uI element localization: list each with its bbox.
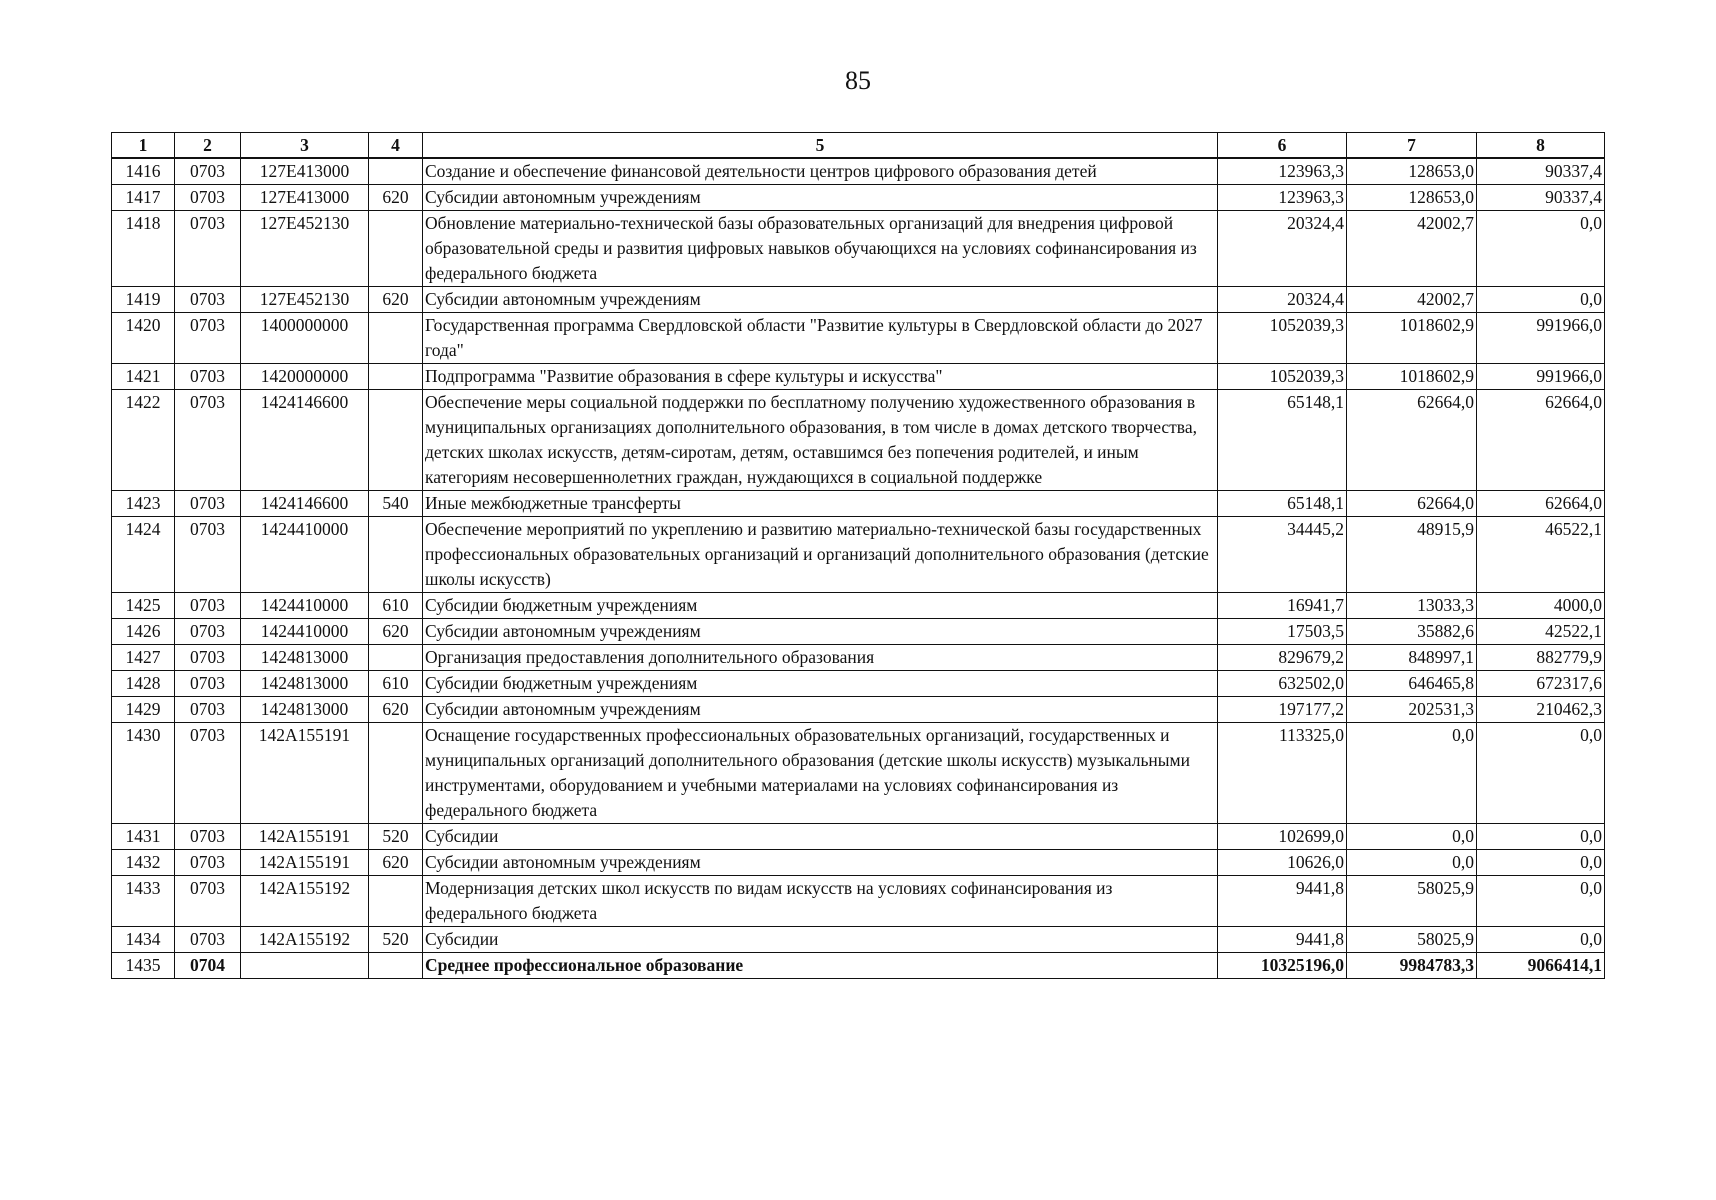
amount-col-6: 9441,8 bbox=[1218, 876, 1347, 927]
row-description: Субсидии автономным учреждениям bbox=[423, 287, 1218, 313]
row-description: Субсидии автономным учреждениям bbox=[423, 850, 1218, 876]
amount-col-6: 10626,0 bbox=[1218, 850, 1347, 876]
amount-col-8: 882779,9 bbox=[1477, 645, 1605, 671]
table-header-row bbox=[112, 133, 1605, 159]
target-article-code: 1424813000 bbox=[241, 697, 369, 723]
row-description: Обеспечение мероприятий по укреплению и развитию материально-технической базы государственных профессиональных образовательных организаций и организаций дополнительного образования (детские школы искусств) bbox=[423, 517, 1218, 593]
amount-col-6: 197177,2 bbox=[1218, 697, 1347, 723]
section-code: 0703 bbox=[175, 364, 241, 390]
row-description: Подпрограмма "Развитие образования в сфере культуры и искусства" bbox=[423, 364, 1218, 390]
expense-type-code bbox=[369, 364, 423, 390]
amount-col-6: 829679,2 bbox=[1218, 645, 1347, 671]
section-code: 0703 bbox=[175, 390, 241, 491]
row-number: 1429 bbox=[112, 697, 175, 723]
section-code: 0704 bbox=[175, 953, 241, 979]
expense-type-code: 540 bbox=[369, 491, 423, 517]
table-row bbox=[112, 697, 1605, 723]
row-number: 1428 bbox=[112, 671, 175, 697]
amount-col-7: 35882,6 bbox=[1347, 619, 1477, 645]
target-article-code: 127E452130 bbox=[241, 287, 369, 313]
table-row bbox=[112, 723, 1605, 824]
amount-col-6: 123963,3 bbox=[1218, 185, 1347, 211]
amount-col-6: 10325196,0 bbox=[1218, 953, 1347, 979]
row-number: 1416 bbox=[112, 158, 175, 185]
column-header-2: 2 bbox=[175, 133, 241, 159]
section-code: 0703 bbox=[175, 619, 241, 645]
expense-type-code: 520 bbox=[369, 824, 423, 850]
column-header-7: 7 bbox=[1347, 133, 1477, 159]
amount-col-6: 65148,1 bbox=[1218, 491, 1347, 517]
target-article-code: 142A155191 bbox=[241, 850, 369, 876]
table-row bbox=[112, 185, 1605, 211]
target-article-code: 1400000000 bbox=[241, 313, 369, 364]
amount-col-7: 1018602,9 bbox=[1347, 364, 1477, 390]
expense-type-code: 620 bbox=[369, 697, 423, 723]
amount-col-6: 17503,5 bbox=[1218, 619, 1347, 645]
table-row bbox=[112, 953, 1605, 979]
section-code: 0703 bbox=[175, 671, 241, 697]
target-article-code: 142A155192 bbox=[241, 927, 369, 953]
row-number: 1431 bbox=[112, 824, 175, 850]
expense-type-code bbox=[369, 876, 423, 927]
amount-col-8: 991966,0 bbox=[1477, 313, 1605, 364]
amount-col-8: 62664,0 bbox=[1477, 491, 1605, 517]
amount-col-7: 202531,3 bbox=[1347, 697, 1477, 723]
target-article-code: 142A155192 bbox=[241, 876, 369, 927]
amount-col-7: 0,0 bbox=[1347, 850, 1477, 876]
amount-col-7: 42002,7 bbox=[1347, 287, 1477, 313]
amount-col-7: 48915,9 bbox=[1347, 517, 1477, 593]
section-code: 0703 bbox=[175, 697, 241, 723]
expense-type-code: 610 bbox=[369, 593, 423, 619]
row-description: Среднее профессиональное образование bbox=[423, 953, 1218, 979]
section-code: 0703 bbox=[175, 158, 241, 185]
expense-type-code: 610 bbox=[369, 671, 423, 697]
page-number: 85 bbox=[845, 66, 871, 95]
row-number: 1422 bbox=[112, 390, 175, 491]
table-row bbox=[112, 927, 1605, 953]
amount-col-8: 210462,3 bbox=[1477, 697, 1605, 723]
target-article-code: 1424410000 bbox=[241, 619, 369, 645]
expense-type-code: 620 bbox=[369, 619, 423, 645]
table-row bbox=[112, 876, 1605, 927]
section-code: 0703 bbox=[175, 211, 241, 287]
table-row bbox=[112, 313, 1605, 364]
expense-type-code bbox=[369, 723, 423, 824]
table-row bbox=[112, 158, 1605, 185]
amount-col-7: 0,0 bbox=[1347, 824, 1477, 850]
amount-col-8: 62664,0 bbox=[1477, 390, 1605, 491]
amount-col-6: 113325,0 bbox=[1218, 723, 1347, 824]
target-article-code: 142A155191 bbox=[241, 723, 369, 824]
table-row bbox=[112, 645, 1605, 671]
expense-type-code bbox=[369, 313, 423, 364]
amount-col-8: 0,0 bbox=[1477, 850, 1605, 876]
amount-col-6: 34445,2 bbox=[1218, 517, 1347, 593]
row-number: 1435 bbox=[112, 953, 175, 979]
row-description: Обновление материально-технической базы образовательных организаций для внедрения цифровой образовательной среды и развития цифровых навыков обучающихся на условиях софинансирования из федерального бюджета bbox=[423, 211, 1218, 287]
table-row bbox=[112, 517, 1605, 593]
expense-type-code: 520 bbox=[369, 927, 423, 953]
amount-col-6: 20324,4 bbox=[1218, 287, 1347, 313]
expense-type-code bbox=[369, 517, 423, 593]
amount-col-7: 62664,0 bbox=[1347, 390, 1477, 491]
amount-col-7: 13033,3 bbox=[1347, 593, 1477, 619]
row-description: Субсидии бюджетным учреждениям bbox=[423, 671, 1218, 697]
amount-col-6: 632502,0 bbox=[1218, 671, 1347, 697]
row-number: 1418 bbox=[112, 211, 175, 287]
row-description: Субсидии автономным учреждениям bbox=[423, 619, 1218, 645]
row-description: Субсидии автономным учреждениям bbox=[423, 697, 1218, 723]
amount-col-8: 0,0 bbox=[1477, 211, 1605, 287]
expense-type-code bbox=[369, 158, 423, 185]
amount-col-8: 42522,1 bbox=[1477, 619, 1605, 645]
amount-col-7: 58025,9 bbox=[1347, 876, 1477, 927]
target-article-code: 1424410000 bbox=[241, 593, 369, 619]
section-code: 0703 bbox=[175, 723, 241, 824]
row-description: Субсидии bbox=[423, 927, 1218, 953]
target-article-code: 1424146600 bbox=[241, 491, 369, 517]
target-article-code: 142A155191 bbox=[241, 824, 369, 850]
budget-table bbox=[111, 132, 1605, 979]
row-description: Модернизация детских школ искусств по видам искусств на условиях софинансирования из федерального бюджета bbox=[423, 876, 1218, 927]
row-number: 1434 bbox=[112, 927, 175, 953]
table-row bbox=[112, 390, 1605, 491]
expense-type-code bbox=[369, 390, 423, 491]
section-code: 0703 bbox=[175, 927, 241, 953]
amount-col-6: 102699,0 bbox=[1218, 824, 1347, 850]
table-row bbox=[112, 491, 1605, 517]
table-row bbox=[112, 364, 1605, 390]
amount-col-6: 1052039,3 bbox=[1218, 364, 1347, 390]
amount-col-6: 123963,3 bbox=[1218, 158, 1347, 185]
row-description: Обеспечение меры социальной поддержки по бесплатному получению художественного образования в муниципальных организациях дополнительного образования, в том числе в домах детского творчества, детских школах искусств, детям-сиротам, детям, оставшимся без попечения родителей, и иным категориям несовершеннолетних граждан, нуждающихся в социальной поддержке bbox=[423, 390, 1218, 491]
column-header-3: 3 bbox=[241, 133, 369, 159]
amount-col-8: 90337,4 bbox=[1477, 158, 1605, 185]
amount-col-6: 1052039,3 bbox=[1218, 313, 1347, 364]
column-header-5: 5 bbox=[423, 133, 1218, 159]
column-header-4: 4 bbox=[369, 133, 423, 159]
amount-col-7: 58025,9 bbox=[1347, 927, 1477, 953]
amount-col-7: 0,0 bbox=[1347, 723, 1477, 824]
row-description: Оснащение государственных профессиональных образовательных организаций, государственных и муниципальных организаций дополнительного образования (детские школы искусств) музыкальными инструментами, оборудованием и учебными материалами на условиях софинансирования из федерального бюджета bbox=[423, 723, 1218, 824]
amount-col-6: 9441,8 bbox=[1218, 927, 1347, 953]
amount-col-7: 646465,8 bbox=[1347, 671, 1477, 697]
expense-type-code bbox=[369, 645, 423, 671]
amount-col-8: 0,0 bbox=[1477, 927, 1605, 953]
section-code: 0703 bbox=[175, 593, 241, 619]
section-code: 0703 bbox=[175, 491, 241, 517]
section-code: 0703 bbox=[175, 313, 241, 364]
row-number: 1432 bbox=[112, 850, 175, 876]
expense-type-code bbox=[369, 953, 423, 979]
row-description: Субсидии бюджетным учреждениям bbox=[423, 593, 1218, 619]
column-header-1: 1 bbox=[112, 133, 175, 159]
target-article-code: 1424410000 bbox=[241, 517, 369, 593]
table-row bbox=[112, 850, 1605, 876]
table-row bbox=[112, 287, 1605, 313]
row-number: 1421 bbox=[112, 364, 175, 390]
table-row bbox=[112, 824, 1605, 850]
amount-col-6: 16941,7 bbox=[1218, 593, 1347, 619]
section-code: 0703 bbox=[175, 876, 241, 927]
amount-col-7: 42002,7 bbox=[1347, 211, 1477, 287]
row-number: 1424 bbox=[112, 517, 175, 593]
table-row bbox=[112, 593, 1605, 619]
amount-col-7: 128653,0 bbox=[1347, 185, 1477, 211]
amount-col-8: 0,0 bbox=[1477, 876, 1605, 927]
target-article-code: 127E413000 bbox=[241, 185, 369, 211]
row-description: Государственная программа Свердловской области "Развитие культуры в Свердловской области до 2027 года" bbox=[423, 313, 1218, 364]
amount-col-7: 62664,0 bbox=[1347, 491, 1477, 517]
row-number: 1417 bbox=[112, 185, 175, 211]
amount-col-8: 90337,4 bbox=[1477, 185, 1605, 211]
row-number: 1423 bbox=[112, 491, 175, 517]
section-code: 0703 bbox=[175, 185, 241, 211]
amount-col-7: 1018602,9 bbox=[1347, 313, 1477, 364]
section-code: 0703 bbox=[175, 517, 241, 593]
target-article-code: 1424813000 bbox=[241, 645, 369, 671]
row-number: 1427 bbox=[112, 645, 175, 671]
row-description: Создание и обеспечение финансовой деятельности центров цифрового образования детей bbox=[423, 158, 1218, 185]
amount-col-7: 9984783,3 bbox=[1347, 953, 1477, 979]
row-description: Организация предоставления дополнительного образования bbox=[423, 645, 1218, 671]
row-description: Субсидии автономным учреждениям bbox=[423, 185, 1218, 211]
amount-col-6: 20324,4 bbox=[1218, 211, 1347, 287]
table-row bbox=[112, 671, 1605, 697]
amount-col-8: 991966,0 bbox=[1477, 364, 1605, 390]
target-article-code bbox=[241, 953, 369, 979]
expense-type-code: 620 bbox=[369, 287, 423, 313]
amount-col-7: 128653,0 bbox=[1347, 158, 1477, 185]
amount-col-8: 9066414,1 bbox=[1477, 953, 1605, 979]
amount-col-8: 4000,0 bbox=[1477, 593, 1605, 619]
row-description: Иные межбюджетные трансферты bbox=[423, 491, 1218, 517]
row-number: 1420 bbox=[112, 313, 175, 364]
row-number: 1430 bbox=[112, 723, 175, 824]
target-article-code: 1420000000 bbox=[241, 364, 369, 390]
row-number: 1433 bbox=[112, 876, 175, 927]
target-article-code: 127E452130 bbox=[241, 211, 369, 287]
amount-col-8: 0,0 bbox=[1477, 824, 1605, 850]
section-code: 0703 bbox=[175, 645, 241, 671]
target-article-code: 1424146600 bbox=[241, 390, 369, 491]
section-code: 0703 bbox=[175, 287, 241, 313]
table-body bbox=[112, 158, 1605, 979]
amount-col-8: 672317,6 bbox=[1477, 671, 1605, 697]
row-number: 1419 bbox=[112, 287, 175, 313]
expense-type-code bbox=[369, 211, 423, 287]
amount-col-6: 65148,1 bbox=[1218, 390, 1347, 491]
column-header-6: 6 bbox=[1218, 133, 1347, 159]
expense-type-code: 620 bbox=[369, 185, 423, 211]
column-header-8: 8 bbox=[1477, 133, 1605, 159]
row-number: 1426 bbox=[112, 619, 175, 645]
expense-type-code: 620 bbox=[369, 850, 423, 876]
section-code: 0703 bbox=[175, 850, 241, 876]
amount-col-7: 848997,1 bbox=[1347, 645, 1477, 671]
table-row bbox=[112, 619, 1605, 645]
row-description: Субсидии bbox=[423, 824, 1218, 850]
target-article-code: 127E413000 bbox=[241, 158, 369, 185]
amount-col-8: 0,0 bbox=[1477, 723, 1605, 824]
amount-col-8: 46522,1 bbox=[1477, 517, 1605, 593]
table-row bbox=[112, 211, 1605, 287]
section-code: 0703 bbox=[175, 824, 241, 850]
amount-col-8: 0,0 bbox=[1477, 287, 1605, 313]
target-article-code: 1424813000 bbox=[241, 671, 369, 697]
row-number: 1425 bbox=[112, 593, 175, 619]
